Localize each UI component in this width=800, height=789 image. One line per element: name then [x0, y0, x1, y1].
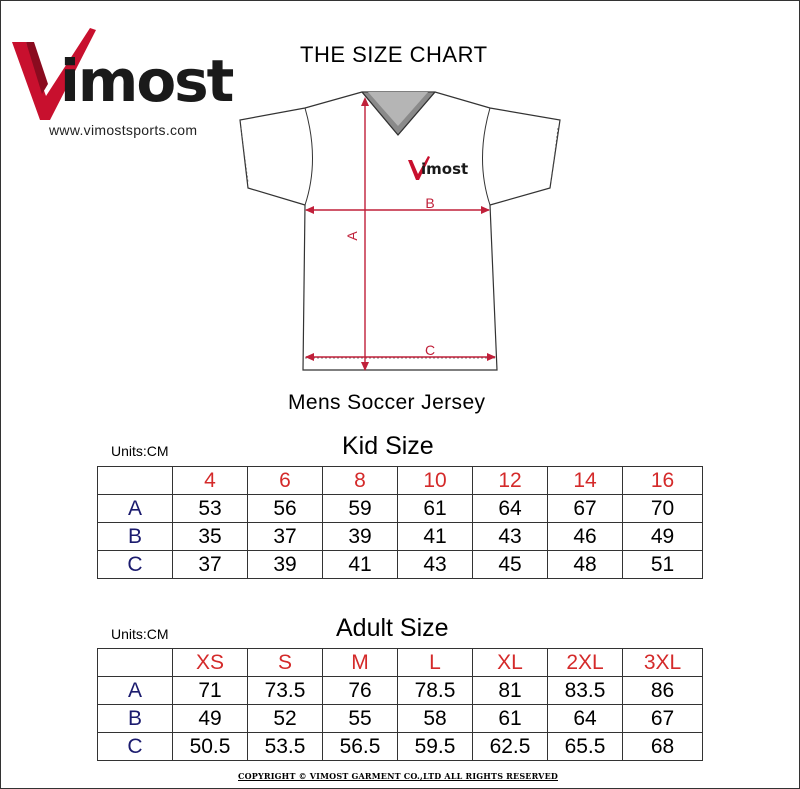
measurement-cell: 37 — [248, 523, 323, 551]
kid-size-title: Kid Size — [342, 432, 434, 460]
size-header-cell: M — [323, 649, 398, 677]
table-row — [98, 705, 703, 733]
measurement-cell: 48 — [548, 551, 623, 579]
measurement-cell: 59.5 — [398, 733, 473, 761]
measurement-cell: 65.5 — [548, 733, 623, 761]
measurement-cell: 64 — [473, 495, 548, 523]
size-header-cell: 10 — [398, 467, 473, 495]
measurement-cell: 50.5 — [173, 733, 248, 761]
vimost-logo — [10, 24, 240, 124]
measurement-cell: 55 — [323, 705, 398, 733]
measurement-cell: 76 — [323, 677, 398, 705]
row-label-cell: C — [98, 551, 173, 579]
table-row — [98, 551, 703, 579]
table-row — [98, 677, 703, 705]
row-label-cell: B — [98, 705, 173, 733]
size-header-cell: S — [248, 649, 323, 677]
measurement-cell: 73.5 — [248, 677, 323, 705]
size-header-cell: 3XL — [623, 649, 703, 677]
measurement-cell: 53.5 — [248, 733, 323, 761]
size-header-cell: 2XL — [548, 649, 623, 677]
adult-units-label: Units:CM — [111, 626, 169, 642]
table-corner-cell — [98, 467, 173, 495]
table-corner-cell — [98, 649, 173, 677]
measurement-cell: 71 — [173, 677, 248, 705]
jersey-logo-word: imost — [421, 160, 469, 178]
size-header-cell: 4 — [173, 467, 248, 495]
row-label-cell: C — [98, 733, 173, 761]
measurement-cell: 70 — [623, 495, 703, 523]
product-subtitle: Mens Soccer Jersey — [288, 391, 486, 414]
measure-a-label: A — [344, 231, 360, 241]
measurement-cell: 43 — [398, 551, 473, 579]
measurement-cell: 37 — [173, 551, 248, 579]
size-header-cell: 6 — [248, 467, 323, 495]
measurement-cell: 45 — [473, 551, 548, 579]
measurement-cell: 56.5 — [323, 733, 398, 761]
measurement-cell: 35 — [173, 523, 248, 551]
measurement-cell: 86 — [623, 677, 703, 705]
measurement-cell: 78.5 — [398, 677, 473, 705]
measurement-cell: 68 — [623, 733, 703, 761]
adult-size-title: Adult Size — [336, 614, 449, 642]
table-header-row — [98, 649, 703, 677]
row-label-cell: B — [98, 523, 173, 551]
page-title: THE SIZE CHART — [300, 42, 488, 67]
logo-wordmark: imost — [60, 47, 233, 115]
copyright-notice: COPYRIGHT © VIMOST GARMENT CO.,LTD ALL RIGHTS RESERVED — [238, 771, 558, 781]
measurement-cell: 61 — [398, 495, 473, 523]
measure-c-label: C — [424, 342, 436, 358]
kid-units-label: Units:CM — [111, 443, 169, 459]
measurement-cell: 51 — [623, 551, 703, 579]
row-label-cell: A — [98, 495, 173, 523]
measurement-cell: 67 — [548, 495, 623, 523]
measurement-cell: 53 — [173, 495, 248, 523]
measurement-cell: 49 — [623, 523, 703, 551]
measurement-cell: 39 — [248, 551, 323, 579]
table-header-row — [98, 467, 703, 495]
measurement-cell: 81 — [473, 677, 548, 705]
size-header-cell: 14 — [548, 467, 623, 495]
size-header-cell: 16 — [623, 467, 703, 495]
size-header-cell: 12 — [473, 467, 548, 495]
size-header-cell: 8 — [323, 467, 398, 495]
measurement-cell: 39 — [323, 523, 398, 551]
measurement-cell: 83.5 — [548, 677, 623, 705]
jersey-diagram — [232, 86, 562, 376]
table-row — [98, 495, 703, 523]
table-row — [98, 523, 703, 551]
size-header-cell: XS — [173, 649, 248, 677]
measurement-cell: 41 — [323, 551, 398, 579]
measurement-cell: 61 — [473, 705, 548, 733]
size-header-cell: L — [398, 649, 473, 677]
table-row — [98, 733, 703, 761]
measurement-cell: 41 — [398, 523, 473, 551]
measurement-cell: 56 — [248, 495, 323, 523]
size-header-cell: XL — [473, 649, 548, 677]
measurement-cell: 62.5 — [473, 733, 548, 761]
website-url: www.vimostsports.com — [49, 122, 198, 138]
measurement-cell: 59 — [323, 495, 398, 523]
adult-size-table — [97, 648, 703, 761]
measurement-cell: 49 — [173, 705, 248, 733]
measurement-cell: 52 — [248, 705, 323, 733]
measurement-cell: 67 — [623, 705, 703, 733]
measure-b-label: B — [425, 195, 435, 211]
kid-size-table — [97, 466, 703, 579]
measurement-cell: 58 — [398, 705, 473, 733]
row-label-cell: A — [98, 677, 173, 705]
measurement-cell: 64 — [548, 705, 623, 733]
measurement-cell: 46 — [548, 523, 623, 551]
measurement-cell: 43 — [473, 523, 548, 551]
